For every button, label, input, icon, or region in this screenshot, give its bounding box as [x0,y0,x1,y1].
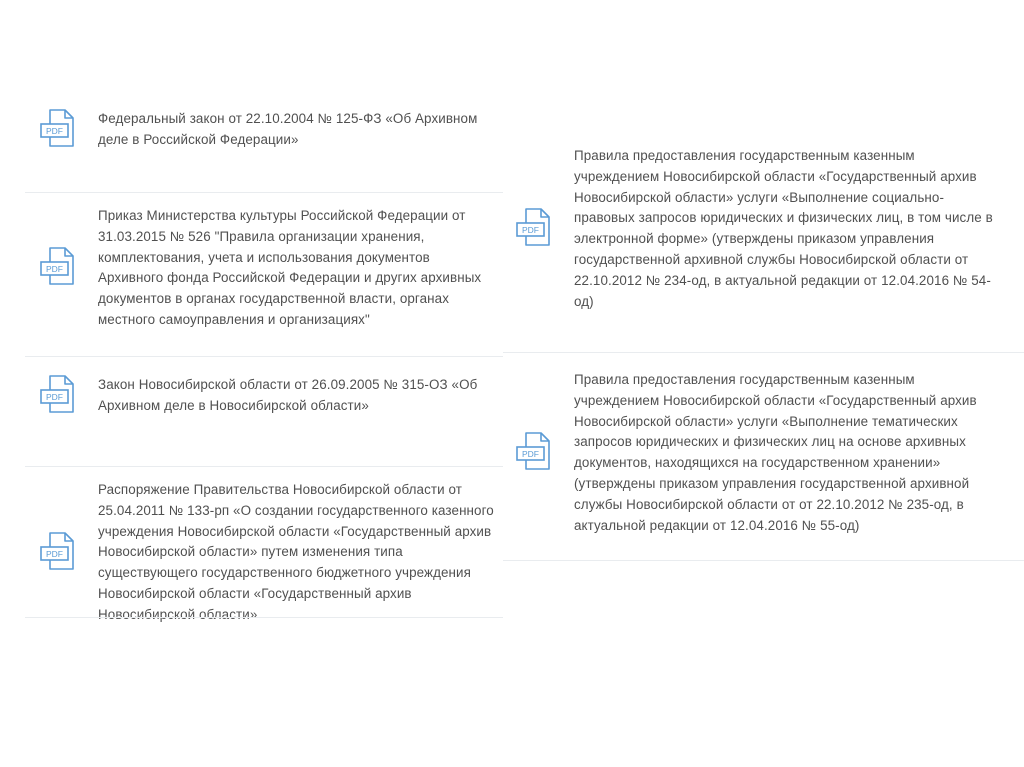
pdf-icon-label: PDF [522,449,539,460]
separator [25,356,503,357]
separator [25,617,503,618]
pdf-icon[interactable] [40,373,80,419]
document-title[interactable]: Приказ Министерства культуры Российской Федерации от 31.03.2015 № 526 "Правила организации хранения, комплектования, учета и использования документов Архивного фонда Российской Федерации и других архивных документов в органах государственной власти, органах местного самоуправления и организациях" [98,208,482,327]
pdf-icon[interactable] [40,107,80,153]
separator [25,466,503,467]
pdf-icon-label: PDF [46,548,63,559]
pdf-icon-label: PDF [46,264,63,275]
document-title[interactable]: Правила предоставления государственным казенным учреждением Новосибирской области «Государственный архив Новосибирской области» услуги «Выполнение тематических запросов юридических и физических лиц на основе архивных документов, находящихся на государственном хранении» (утверждены приказом управления государственной архивной службы Новосибирской области от от 22.10.2012 № 235-од, в актуальной редакции от 12.04.2016 № 55-од) [574,372,977,533]
document-title[interactable]: Федеральный закон от 22.10.2004 № 125-ФЗ «Об Архивном деле в Российской Федерации» [98,111,478,147]
document-item[interactable] [40,206,495,331]
pdf-icon[interactable] [516,206,556,252]
separator [503,352,1024,353]
pdf-icon-label: PDF [522,225,539,236]
pdf-icon-label: PDF [46,126,63,137]
pdf-icon[interactable] [40,245,80,291]
document-item[interactable] [40,107,495,153]
document-item[interactable] [40,373,495,419]
separator [25,192,503,193]
document-item[interactable] [516,146,996,312]
separator [503,560,1024,561]
pdf-icon[interactable] [40,530,80,576]
document-item[interactable] [40,480,495,626]
document-title[interactable]: Распоряжение Правительства Новосибирской области от 25.04.2011 № 133-рп «О создании государственного казенного учреждения Новосибирской области «Государственный архив Новосибирской области» путем изменения типа существующего государственного бюджетного учреждения Новосибирской области «Государственный архив Новосибирской области» [98,482,494,622]
pdf-icon[interactable] [516,430,556,476]
document-item[interactable] [516,370,996,536]
document-title[interactable]: Закон Новосибирской области от 26.09.2005 № 315-ОЗ «Об Архивном деле в Новосибирской области» [98,377,478,413]
document-title[interactable]: Правила предоставления государственным казенным учреждением Новосибирской области «Государственный архив Новосибирской области» услуги «Выполнение социально-правовых запросов юридических и физических лиц, в том числе в электронной форме» (утверждены приказом управления государственной архивной службы Новосибирской области от 22.10.2012 № 234-од, в актуальной редакции от 12.04.2016 № 54-од) [574,148,993,309]
pdf-icon-label: PDF [46,392,63,403]
